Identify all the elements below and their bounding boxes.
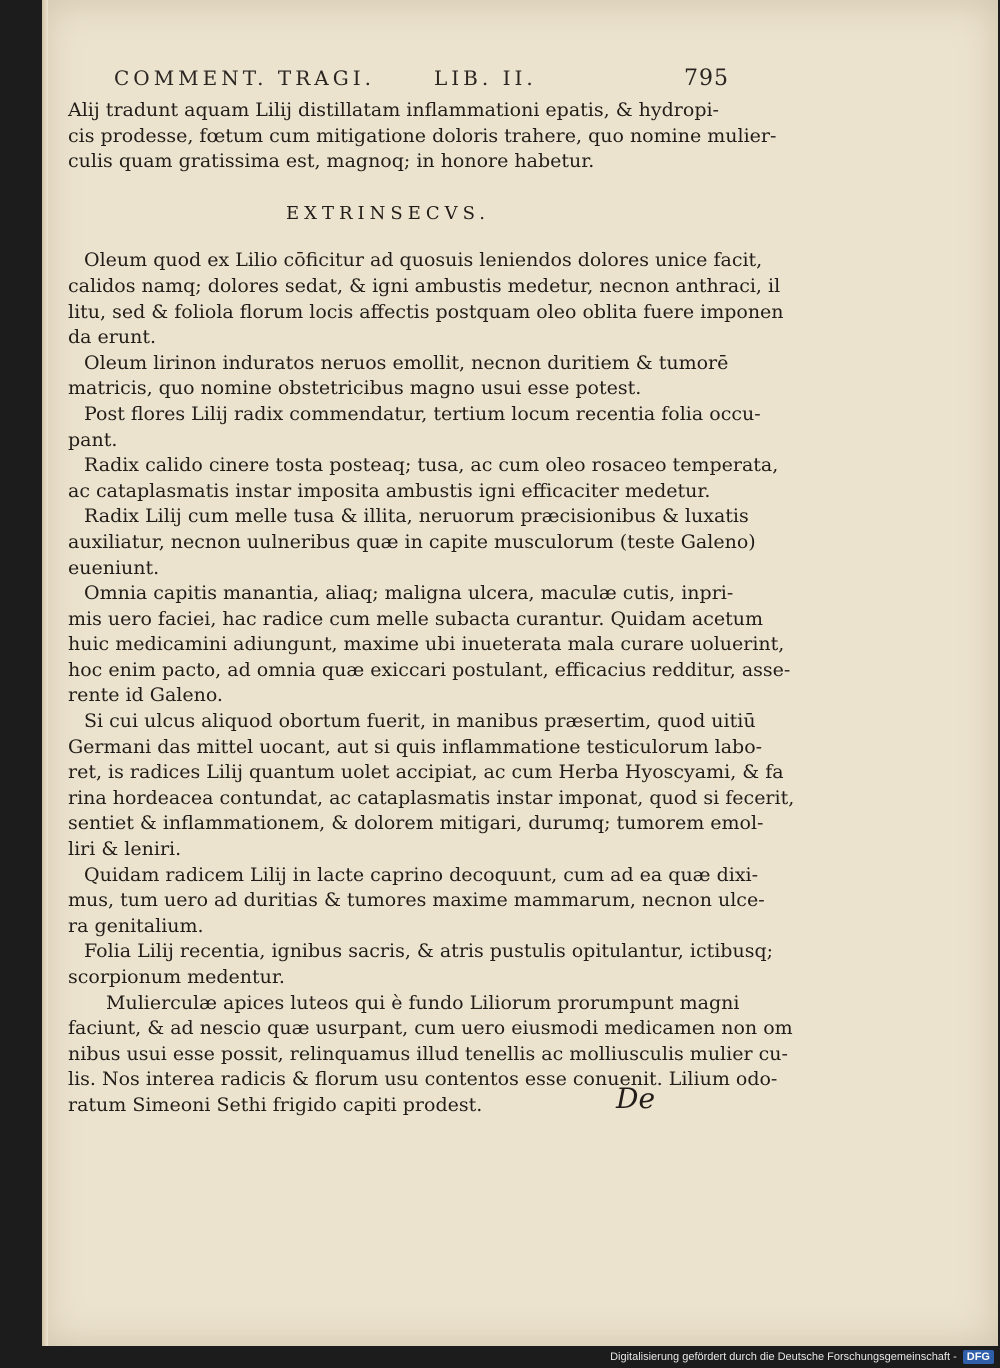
paragraph xyxy=(68,581,791,709)
opening-paragraphs xyxy=(68,98,777,175)
text-line: Quidam radicem Lilij in lacte caprino decoquunt, cum ad ea quæ dixi- xyxy=(84,863,759,886)
text-line: ra genitalium. xyxy=(68,914,204,937)
text-line: sentiet & inflammationem, & dolorem mitigari, durumq; tumorem emol- xyxy=(68,812,764,835)
text-line: Radix calido cinere tosta posteaq; tusa, ac cum oleo rosaceo temperata, xyxy=(84,454,779,477)
text-line: liri & leniri. xyxy=(68,838,182,861)
main-paragraphs xyxy=(68,248,795,1118)
text-line: rente id Galeno. xyxy=(68,684,223,707)
text-line: Mulierculæ apices luteos qui è fundo Liliorum prorumpunt magni xyxy=(106,991,740,1014)
running-head-title: COMMENT. TRAGI. xyxy=(114,66,375,90)
text-line: Folia Lilij recentia, ignibus sacris, & atris pustulis opitulantur, ictibusq; xyxy=(84,940,774,963)
text-line: mus, tum uero ad duritias & tumores maxime mammarum, necnon ulce- xyxy=(68,889,765,912)
section-heading: EXTRINSECVS. xyxy=(285,202,491,224)
text-line: rina hordeacea contundat, ac cataplasmatis instar imponat, quod si fecerit, xyxy=(68,786,795,809)
page-gutter-shadow xyxy=(42,0,48,1346)
text-line: faciunt, & ad nescio quæ usurpant, cum uero eiusmodi medicamen non om xyxy=(68,1017,793,1040)
page-number: 795 xyxy=(684,66,729,91)
text-line: calidos namq; dolores sedat, & igni ambustis medetur, necnon anthraci, il xyxy=(68,274,781,297)
paragraph xyxy=(68,709,795,863)
paragraph xyxy=(68,351,729,402)
text-line: ratum Simeoni Sethi frigido capiti prodest. xyxy=(68,1093,483,1116)
text-line: ac cataplasmatis instar imposita ambustis igni efficaciter medetur. xyxy=(68,479,711,502)
text-line: Post flores Lilij radix commendatur, tertium locum recentia folia occu- xyxy=(84,402,761,425)
dfg-logo: DFG xyxy=(963,1350,994,1364)
book-page xyxy=(42,0,998,1346)
footer-text: Digitalisierung gefördert durch die Deutsche Forschungsgemeinschaft - xyxy=(610,1351,957,1363)
text-line: eueniunt. xyxy=(68,556,160,579)
paragraph xyxy=(68,98,777,175)
text-line: matricis, quo nomine obstetricibus magno usui esse potest. xyxy=(68,377,642,400)
text-line: Radix Lilij cum melle tusa & illita, neruorum præcisionibus & luxatis xyxy=(84,505,749,528)
text-line: nibus usui esse possit, relinquamus illud tenellis ac molliusculis mulier cu- xyxy=(68,1042,788,1065)
text-line: litu, sed & foliola florum locis affectis postquam oleo oblita fuere imponen xyxy=(68,300,784,323)
text-line: hoc enim pacto, ad omnia quæ exiccari postulant, efficacius redditur, asse- xyxy=(68,658,791,681)
digitization-footer xyxy=(610,1348,994,1366)
text-line: Si cui ulcus aliquod obortum fuerit, in manibus præsertim, quod uitiū xyxy=(84,710,756,733)
paragraph xyxy=(68,453,779,504)
text-line: culis quam gratissima est, magnoq; in honore habetur. xyxy=(68,150,595,173)
text-line: da erunt. xyxy=(68,326,157,349)
paragraph xyxy=(68,991,793,1119)
text-line: ret, is radices Lilij quantum uolet accipiat, ac cum Herba Hyoscyami, & fa xyxy=(68,761,784,784)
text-line: lis. Nos interea radicis & florum usu contentos esse conuenit. Lilium odo- xyxy=(68,1068,778,1091)
text-line: Alij tradunt aquam Lilij distillatam inflammationi epatis, & hydropi- xyxy=(68,99,719,121)
text-line: pant. xyxy=(68,428,118,451)
text-line: scorpionum medentur. xyxy=(68,966,285,988)
paragraph xyxy=(68,863,765,940)
catchword: De xyxy=(616,1082,656,1115)
running-head xyxy=(114,66,754,96)
text-line: Omnia capitis manantia, aliaq; maligna ulcera, maculæ cutis, inpri- xyxy=(84,582,734,605)
paragraph xyxy=(68,939,774,990)
text-line: mis uero faciei, hac radice cum melle subacta curantur. Quidam acetum xyxy=(68,607,763,630)
paragraph xyxy=(68,402,761,453)
paragraph xyxy=(68,504,756,581)
text-line: Germani das mittel uocant, aut si quis inflammatione testiculorum labo- xyxy=(68,735,763,758)
paragraph xyxy=(68,248,784,350)
text-line: Oleum lirinon induratos neruos emollit, necnon duritiem & tumorē xyxy=(84,351,729,374)
text-line: huic medicamini adiungunt, maxime ubi inueterata mala curare uoluerint, xyxy=(68,633,785,656)
text-line: auxiliatur, necnon uulneribus quæ in capite musculorum (teste Galeno) xyxy=(68,530,756,553)
running-head-book: LIB. II. xyxy=(434,66,537,90)
text-line: Oleum quod ex Lilio cōficitur ad quosuis leniendos dolores unice facit, xyxy=(84,249,763,272)
body-text xyxy=(68,98,795,1119)
text-line: cis prodesse, fœtum cum mitigatione doloris trahere, quo nomine mulier- xyxy=(68,124,777,147)
